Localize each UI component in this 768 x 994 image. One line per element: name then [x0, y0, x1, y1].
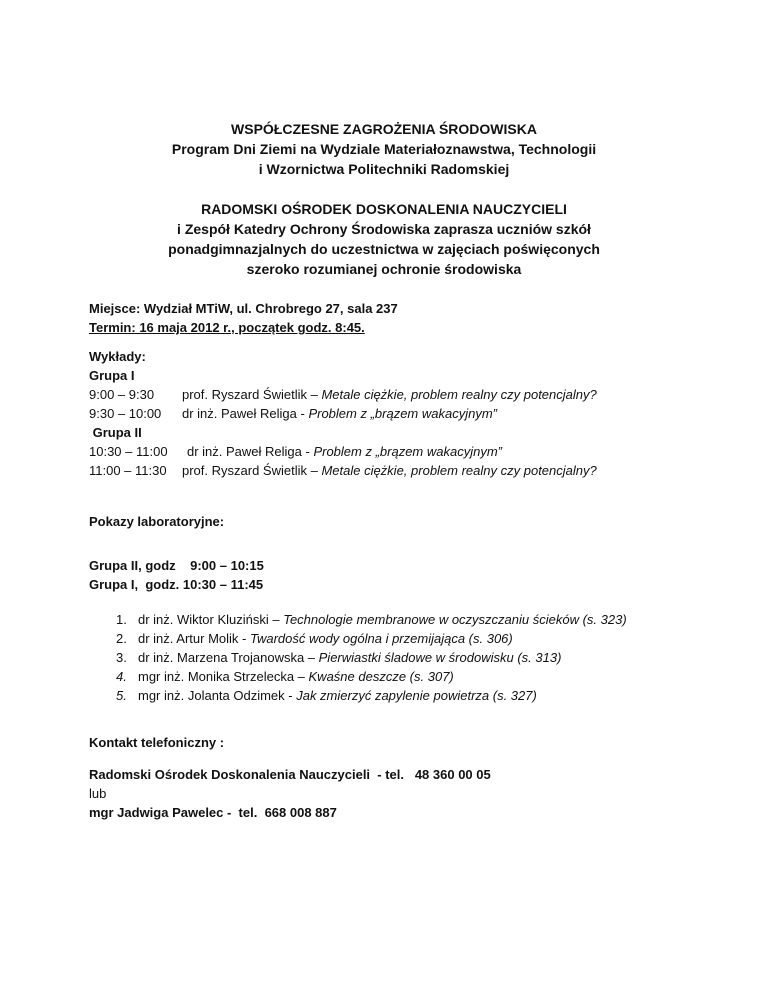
lab-group-2-time: Grupa II, godz 9:00 – 10:15: [89, 558, 264, 573]
list-number: 3.: [116, 650, 127, 665]
lecture-topic: Metale ciężkie, problem realny czy potencjalny?: [321, 387, 597, 402]
contact-line-2: mgr Jadwiga Pawelec - tel. 668 008 887: [89, 805, 337, 820]
lab-speaker: mgr inż. Monika Strzelecka –: [138, 669, 309, 684]
lecture-time: 11:00 – 11:30: [89, 463, 167, 478]
lecture-speaker: dr inż. Paweł Religa -: [187, 444, 314, 459]
lectures-block: [89, 347, 709, 480]
lecture-row: [89, 461, 709, 480]
lab-heading: Pokazy laboratoryjne:: [89, 514, 225, 529]
lecture-topic: Metale ciężkie, problem realny czy potencjalny?: [321, 463, 597, 478]
list-item: [116, 667, 736, 686]
list-item: [116, 610, 736, 629]
lectures-group-1-label: Grupa I: [89, 368, 135, 383]
lab-list: [116, 610, 736, 705]
lecture-speaker: dr inż. Paweł Religa -: [182, 406, 309, 421]
lab-speaker: dr inż. Artur Molik -: [138, 631, 250, 646]
venue-date: Termin: 16 maja 2012 r., początek godz. 8:45.: [89, 320, 365, 335]
venue-block: [89, 299, 709, 337]
lecture-time: 9:30 – 10:00: [89, 406, 162, 421]
venue-place: Miejsce: Wydział MTiW, ul. Chrobrego 27, sala 237: [89, 301, 398, 316]
lab-speaker: dr inż. Marzena Trojanowska –: [138, 650, 319, 665]
lab-speaker: mgr inż. Jolanta Odzimek -: [138, 688, 297, 703]
lab-topic: Pierwiastki śladowe w środowisku (s. 313): [318, 650, 562, 665]
lab-topic: Technologie membranowe w oczyszczaniu ścieków (s. 323): [283, 612, 627, 627]
list-item: [116, 629, 736, 648]
lab-topic: Kwaśne deszcze (s. 307): [308, 669, 454, 684]
title-line-3: i Wzornictwa Politechniki Radomskiej: [258, 161, 510, 177]
document-title: [0, 119, 768, 179]
invite-line-3: ponadgimnazjalnych do uczestnictwa w zajęciach poświęconych: [168, 241, 600, 257]
lecture-row: [89, 442, 709, 461]
list-number: 5.: [116, 688, 127, 703]
invitation-block: [0, 199, 768, 279]
lecture-topic: Problem z „brązem wakacyjnym”: [308, 406, 497, 421]
lecture-speaker: prof. Ryszard Świetlik –: [182, 387, 322, 402]
contact-or: lub: [89, 786, 107, 801]
contact-line-1: Radomski Ośrodek Doskonalenia Nauczycieli - tel. 48 360 00 05: [89, 767, 491, 782]
lecture-topic: Problem z „brązem wakacyjnym”: [313, 444, 502, 459]
list-number: 1.: [116, 612, 127, 627]
lab-speaker: dr inż. Wiktor Kluziński –: [138, 612, 284, 627]
lectures-heading: Wykłady:: [89, 349, 146, 364]
list-number: 4.: [116, 669, 127, 684]
lab-times-block: [89, 556, 709, 594]
lectures-group-2-label: Grupa II: [89, 425, 142, 440]
lab-topic: Twardość wody ogólna i przemijająca (s. 306): [249, 631, 513, 646]
contact-heading-block: [89, 733, 709, 752]
title-line-2: Program Dni Ziemi na Wydziale Materiałoznawstwa, Technologii: [171, 141, 597, 157]
invite-line-1: RADOMSKI OŚRODEK DOSKONALENIA NAUCZYCIELI: [201, 201, 567, 217]
lecture-time: 10:30 – 11:00: [89, 444, 168, 459]
list-item: [116, 686, 736, 705]
lecture-row: [89, 404, 709, 423]
lab-heading-block: [89, 512, 709, 531]
list-number: 2.: [116, 631, 127, 646]
contact-block: [89, 765, 709, 822]
invite-line-4: szeroko rozumianej ochronie środowiska: [246, 261, 522, 277]
list-item: [116, 648, 736, 667]
invite-line-2: i Zespół Katedry Ochrony Środowiska zaprasza uczniów szkół: [177, 221, 591, 237]
lecture-time: 9:00 – 9:30: [89, 387, 155, 402]
title-line-1: WSPÓŁCZESNE ZAGROŻENIA ŚRODOWISKA: [231, 121, 537, 137]
lecture-speaker: prof. Ryszard Świetlik –: [182, 463, 322, 478]
lecture-row: [89, 385, 709, 404]
contact-heading: Kontakt telefoniczny :: [89, 735, 225, 750]
lab-group-1-time: Grupa I, godz. 10:30 – 11:45: [89, 577, 264, 592]
lab-topic: Jak zmierzyć zapylenie powietrza (s. 327): [296, 688, 537, 703]
